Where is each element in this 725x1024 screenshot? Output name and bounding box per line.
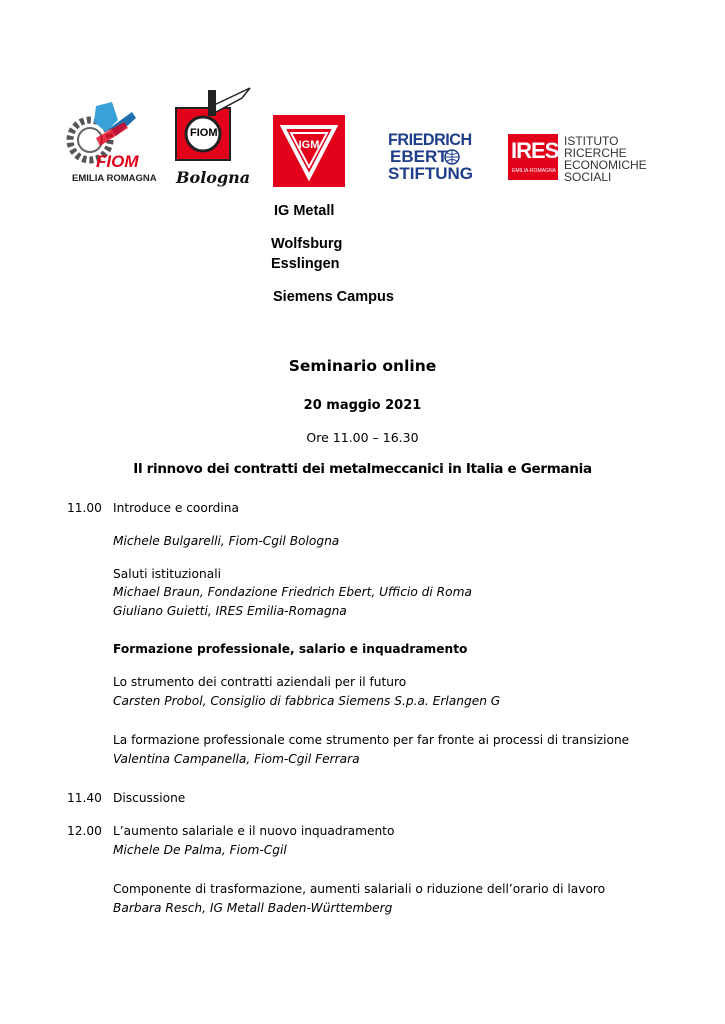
agenda-topic-wage: L’aumento salariale e il nuovo inquadramento: [113, 824, 395, 838]
fes-logo: [388, 130, 484, 186]
speaker-campanella: Valentina Campanella, Fiom-Cgil Ferrara: [113, 752, 360, 766]
time-1140: 11.40: [67, 791, 102, 805]
fes-line2: EBERT: [390, 147, 448, 166]
ires-logo: [508, 134, 658, 184]
ires-t3: ECONOMICHE: [564, 158, 647, 172]
agenda-greetings: Saluti istituzionali: [113, 567, 221, 581]
fiom-emilia-romagna-logo: [66, 98, 157, 188]
fiom-hammer-quill-icon: [172, 86, 256, 166]
time-1200: 12.00: [67, 824, 102, 838]
agenda-discussion: Discussione: [113, 791, 186, 805]
ires-badge: [508, 134, 558, 180]
igm-letters: IGM: [298, 139, 320, 151]
agenda-topic-transformation: Componente di trasformazione, aumenti salariali o riduzione dell’orario di lavoro: [113, 882, 606, 896]
fiom-bo-script: Bologna: [176, 168, 251, 187]
ig-metall-logo: [273, 115, 345, 187]
seminar-title: Il rinnovo dei contratti dei metalmeccanici in Italia e Germania: [133, 461, 592, 477]
agenda-topic-training: La formazione professionale come strumento per far fronte ai processi di transizione: [113, 733, 630, 747]
seminar-type: Seminario online: [288, 357, 437, 375]
speaker-guietti: Giuliano Guietti, IRES Emilia-Romagna: [113, 604, 347, 618]
fiom-bo-badge: FIOM: [190, 127, 218, 139]
time-1100: 11.00: [67, 501, 102, 515]
ires-sub: EMILIA-ROMAGNA: [512, 168, 556, 174]
agenda-intro: Introduce e coordina: [113, 501, 239, 515]
ig-metall-triangle-icon: [273, 115, 345, 187]
ires-t4: SOCIALI: [564, 170, 612, 184]
speaker-probol: Carsten Probol, Consiglio di fabbrica Siemens S.p.a. Erlangen G: [113, 694, 501, 708]
seminar-time: Ore 11.00 – 16.30: [306, 430, 419, 445]
ig-metall-org: IG Metall: [274, 203, 335, 219]
speaker-braun: Michael Braun, Fondazione Friedrich Ebert, Ufficio di Roma: [113, 585, 472, 599]
speaker-resch: Barbara Resch, IG Metall Baden-Württemberg: [113, 901, 393, 915]
ig-location-siemens: Siemens Campus: [273, 289, 394, 305]
fiom-er-label: FIOM: [96, 152, 139, 171]
ires-abbr: IRES: [511, 138, 559, 163]
speaker-bulgarelli: Michele Bulgarelli, Fiom-Cgil Bologna: [113, 534, 340, 548]
fes-line3: STIFTUNG: [388, 164, 473, 183]
seminar-date: 20 maggio 2021: [303, 398, 422, 413]
speaker-de-palma: Michele De Palma, Fiom-Cgil: [113, 843, 287, 857]
ig-location-wolfsburg: Wolfsburg: [271, 236, 343, 252]
section-heading: Formazione professionale, salario e inquadramento: [113, 642, 468, 656]
fiom-er-region: EMILIA ROMAGNA: [72, 173, 157, 184]
ires-t1: ISTITUTO: [564, 134, 619, 148]
fiom-bologna-logo: [172, 86, 256, 188]
agenda-topic-contracts: Lo strumento dei contratti aziendali per il futuro: [113, 675, 407, 689]
ig-location-esslingen: Esslingen: [271, 256, 340, 272]
fes-line1: FRIEDRICH: [388, 130, 472, 149]
ires-t2: RICERCHE: [564, 146, 627, 160]
globe-icon: [444, 149, 460, 165]
